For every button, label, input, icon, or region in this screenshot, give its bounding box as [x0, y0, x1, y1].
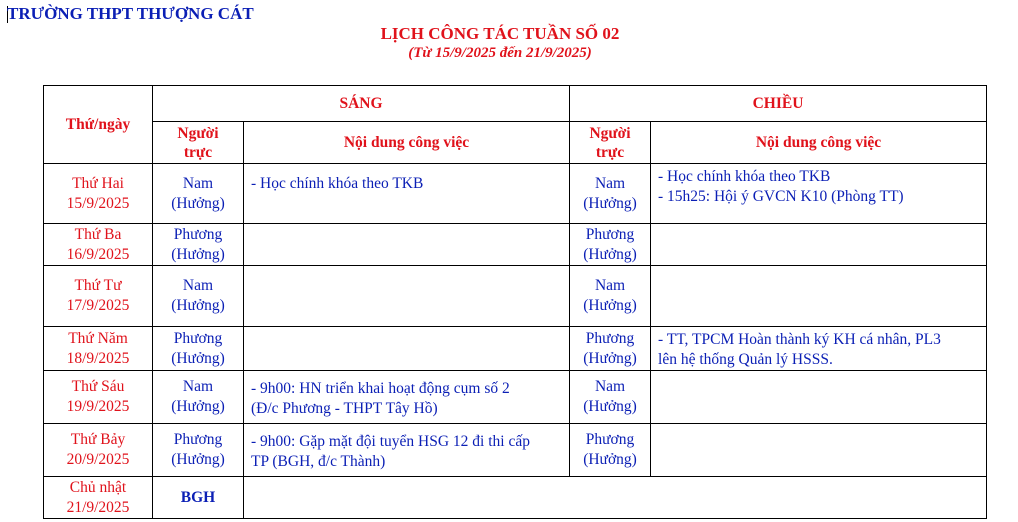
morning-content-cell: [244, 266, 570, 327]
morning-content-cell: - 9h00: Gặp mặt đội tuyển HSG 12 đi thi cấp TP (BGH, đ/c Thành): [244, 424, 570, 477]
morning-duty-cell: BGH: [153, 477, 244, 519]
afternoon-content-header: Nội dung công việc: [651, 122, 987, 164]
morning-content-cell: [244, 327, 570, 371]
table-row: [44, 327, 987, 371]
morning-duty-cell: Phương (Hưởng): [153, 424, 244, 477]
morning-content-cell: [244, 224, 570, 266]
day-cell: Thứ Sáu 19/9/2025: [44, 371, 153, 424]
afternoon-content-cell: [651, 266, 987, 327]
day-cell: Thứ Hai 15/9/2025: [44, 164, 153, 224]
afternoon-header: CHIỀU: [570, 86, 987, 122]
afternoon-content-cell: [651, 224, 987, 266]
morning-duty-cell: Phương (Hưởng): [153, 224, 244, 266]
table-row: [44, 224, 987, 266]
afternoon-duty-cell: Nam (Hưởng): [570, 371, 651, 424]
table-row: [44, 477, 987, 519]
afternoon-content-cell: - TT, TPCM Hoàn thành ký KH cá nhân, PL3 lên hệ thống Quản lý HSSS.: [651, 327, 987, 371]
morning-content-cell: - 9h00: HN triển khai hoạt động cụm số 2 (Đ/c Phương - THPT Tây Hồ): [244, 371, 570, 424]
afternoon-duty-cell: Nam (Hưởng): [570, 164, 651, 224]
afternoon-duty-cell: Phương (Hưởng): [570, 327, 651, 371]
afternoon-duty-header: Người trực: [570, 122, 651, 164]
morning-header: SÁNG: [153, 86, 570, 122]
morning-content-cell: - Học chính khóa theo TKB: [244, 164, 570, 224]
afternoon-content-cell: [651, 371, 987, 424]
morning-duty-cell: Nam (Hưởng): [153, 164, 244, 224]
morning-duty-cell: Nam (Hưởng): [153, 266, 244, 327]
table-row: [44, 371, 987, 424]
day-cell: Thứ Ba 16/9/2025: [44, 224, 153, 266]
afternoon-duty-cell: Phương (Hưởng): [570, 224, 651, 266]
school-name: TRƯỜNG THPT THƯỢNG CÁT: [7, 4, 254, 23]
day-cell: Thứ Bảy 20/9/2025: [44, 424, 153, 477]
sunday-content-cell: [244, 477, 987, 519]
day-cell: Thứ Tư 17/9/2025: [44, 266, 153, 327]
morning-content-header: Nội dung công việc: [244, 122, 570, 164]
afternoon-duty-cell: Nam (Hưởng): [570, 266, 651, 327]
schedule-title: LỊCH CÔNG TÁC TUẦN SỐ 02: [380, 24, 620, 43]
morning-duty-header: Người trực: [153, 122, 244, 164]
day-column-header: Thứ/ngày: [44, 86, 153, 164]
table-row: [44, 164, 987, 224]
afternoon-duty-cell: Phương (Hưởng): [570, 424, 651, 477]
table-row: [44, 424, 987, 477]
afternoon-content-cell: - Học chính khóa theo TKB - 15h25: Hội ý GVCN K10 (Phòng TT): [651, 164, 987, 224]
schedule-table: [43, 85, 987, 519]
day-cell: Chủ nhật 21/9/2025: [44, 477, 153, 519]
morning-duty-cell: Nam (Hưởng): [153, 371, 244, 424]
morning-duty-cell: Phương (Hưởng): [153, 327, 244, 371]
schedule-date-range: (Từ 15/9/2025 đến 21/9/2025): [408, 45, 592, 61]
day-cell: Thứ Năm 18/9/2025: [44, 327, 153, 371]
table-row: [44, 266, 987, 327]
afternoon-content-cell: [651, 424, 987, 477]
